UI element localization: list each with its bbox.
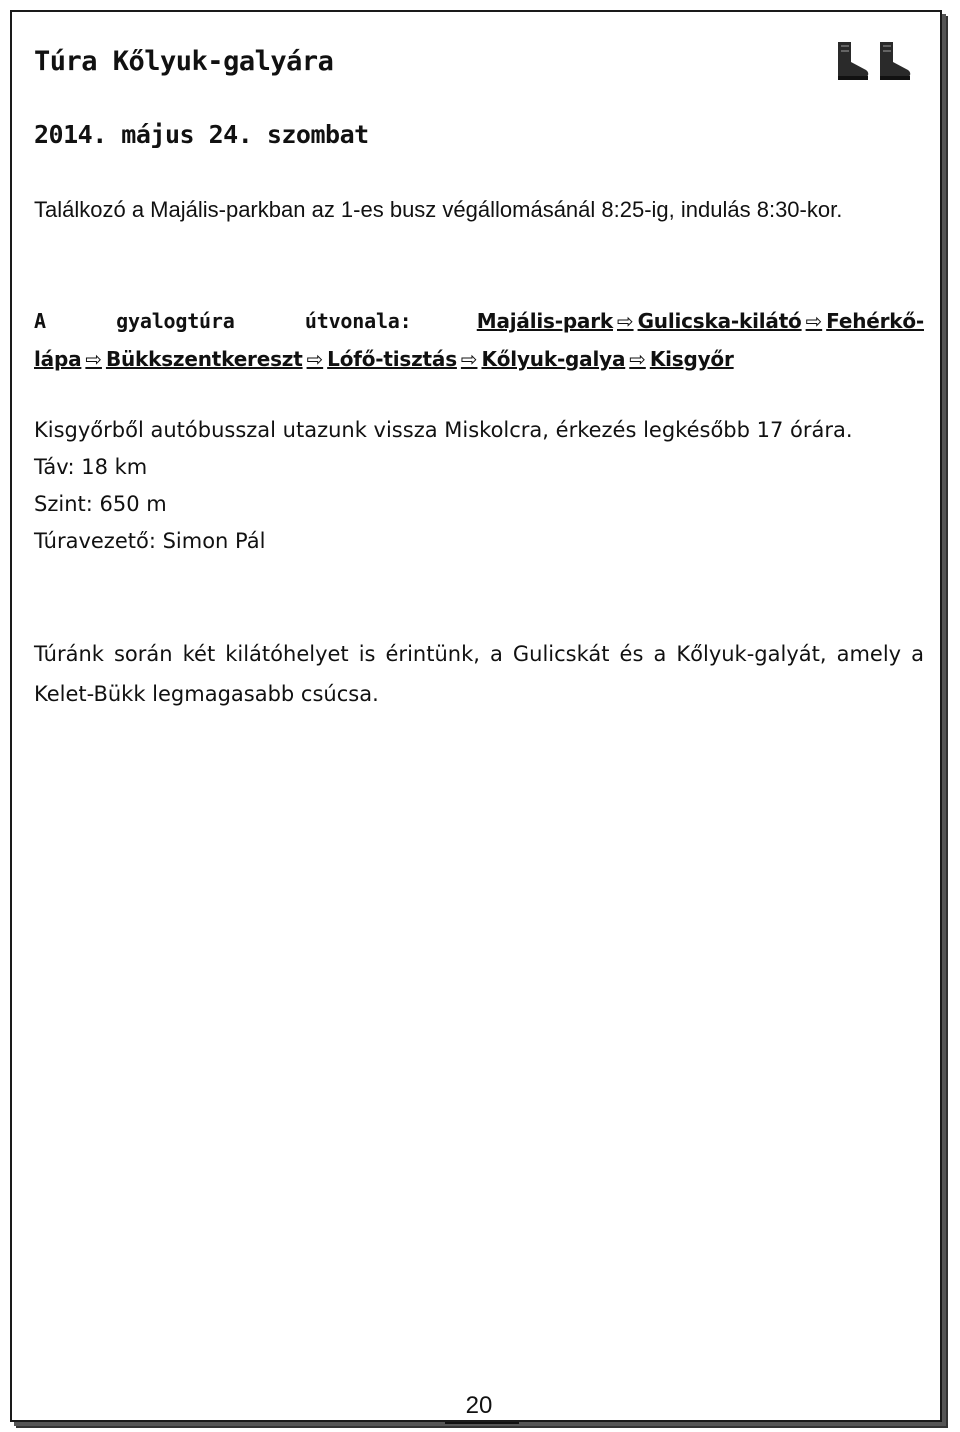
event-date: 2014. május 24. szombat (34, 120, 369, 149)
tour-leader: Túravezető: Simon Pál (34, 529, 266, 553)
arrow-right-icon: ⇨ (460, 347, 478, 371)
route-stop: Fehérkő-lápa (34, 309, 924, 371)
page-number-underline (445, 1422, 519, 1424)
elevation: Szint: 650 m (34, 492, 167, 516)
arrow-right-icon: ⇨ (617, 309, 634, 333)
route-label: A gyalogtúra útvonala: (34, 309, 412, 333)
tour-description: Túránk során két kilátóhelyet is érintünk, a Gulicskát és a Kőlyuk-galyát, amely a Kelet-Bükk legmagasabb csúcsa. (34, 642, 924, 706)
page-frame (10, 10, 942, 1422)
route-stop: Kőlyuk-galya (481, 347, 626, 371)
return-info: Kisgyőrből autóbusszal utazunk vissza Miskolcra, érkezés legkésőbb 17 órára. (34, 418, 853, 442)
route-stop: Bükkszentkereszt (105, 347, 303, 371)
distance: Táv: 18 km (34, 455, 148, 479)
page-number: 20 (465, 1392, 493, 1419)
route-stop: Kisgyőr (649, 347, 734, 371)
route-stop: Lófő-tisztás (327, 347, 457, 371)
arrow-right-icon: ⇨ (85, 347, 102, 371)
arrow-right-icon: ⇨ (805, 309, 823, 333)
hiking-boots-icon (832, 38, 920, 82)
arrow-right-icon: ⇨ (629, 347, 646, 371)
route-stop: Gulicska-kilátó (637, 309, 802, 333)
trip-details (34, 412, 924, 560)
arrow-right-icon: ⇨ (306, 347, 324, 371)
route-description (34, 302, 924, 378)
route-stop: Majális-park (476, 309, 613, 333)
page-title: Túra Kőlyuk-galyára (34, 46, 334, 77)
meeting-info: Találkozó a Majális-parkban az 1-es busz végállomásánál 8:25-ig, indulás 8:30-kor. (34, 197, 843, 222)
